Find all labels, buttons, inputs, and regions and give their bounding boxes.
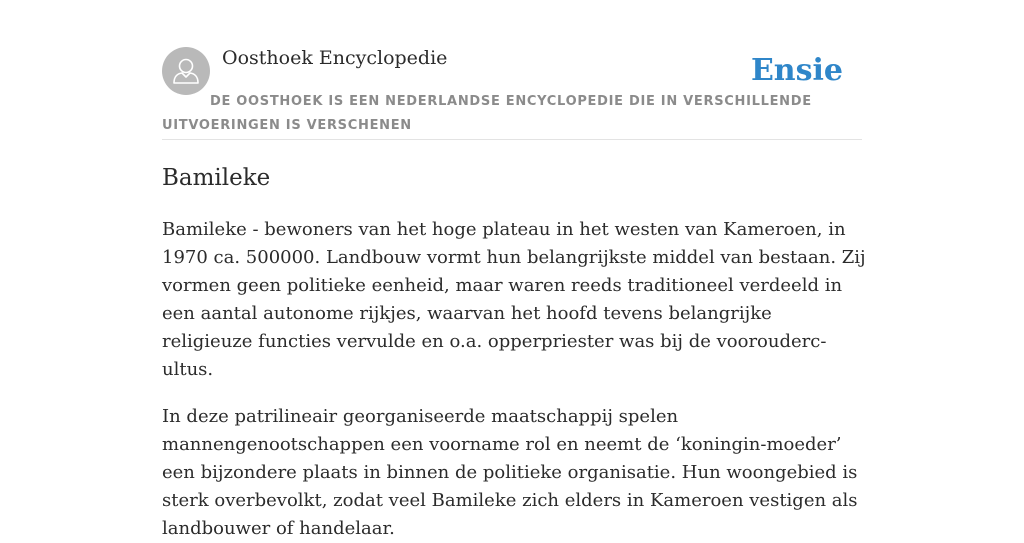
article-paragraph: Bamileke - bewoners van het hoge plateau in het westen van Kameroen, in 1970 ca. 500000. Landbouw vormt hun belangrijkste middel van bestaan. Zij vormen geen politieke eenheid, maar waren reeds traditioneel verdeeld in een aantal autonome rijkjes, waarvan het hoofd tevens belangrijke religieuze functies vervulde en o.a. opperpriester was bij de vooroudercultus.: [162, 219, 866, 380]
article: [162, 160, 882, 543]
article-paragraph: In deze patrilineair georganiseerde maatschappij spelen mannengenootschappen een voorname rol en neemt de ‘koningin-moeder’ een bijzondere plaats in binnen de politieke organisatie. Hun woongebied is sterk overbevolkt, zodat veel Bamileke zich elders in Kameroen vestigen als landbouwer of handelaar.: [162, 406, 858, 539]
site-tagline: DE OOSTHOEK IS EEN NEDERLANDSE ENCYCLOPEDIE DIE IN VERSCHILLENDE UITVOERINGEN IS VERSCHENEN: [162, 94, 812, 133]
user-icon: [162, 47, 210, 95]
article-title: Bamileke: [162, 165, 271, 191]
site-name[interactable]: Oosthoek Encyclopedie: [222, 47, 448, 69]
avatar[interactable]: [162, 47, 210, 95]
brand-logo[interactable]: Ensie: [750, 53, 843, 88]
site-header: [162, 40, 862, 140]
